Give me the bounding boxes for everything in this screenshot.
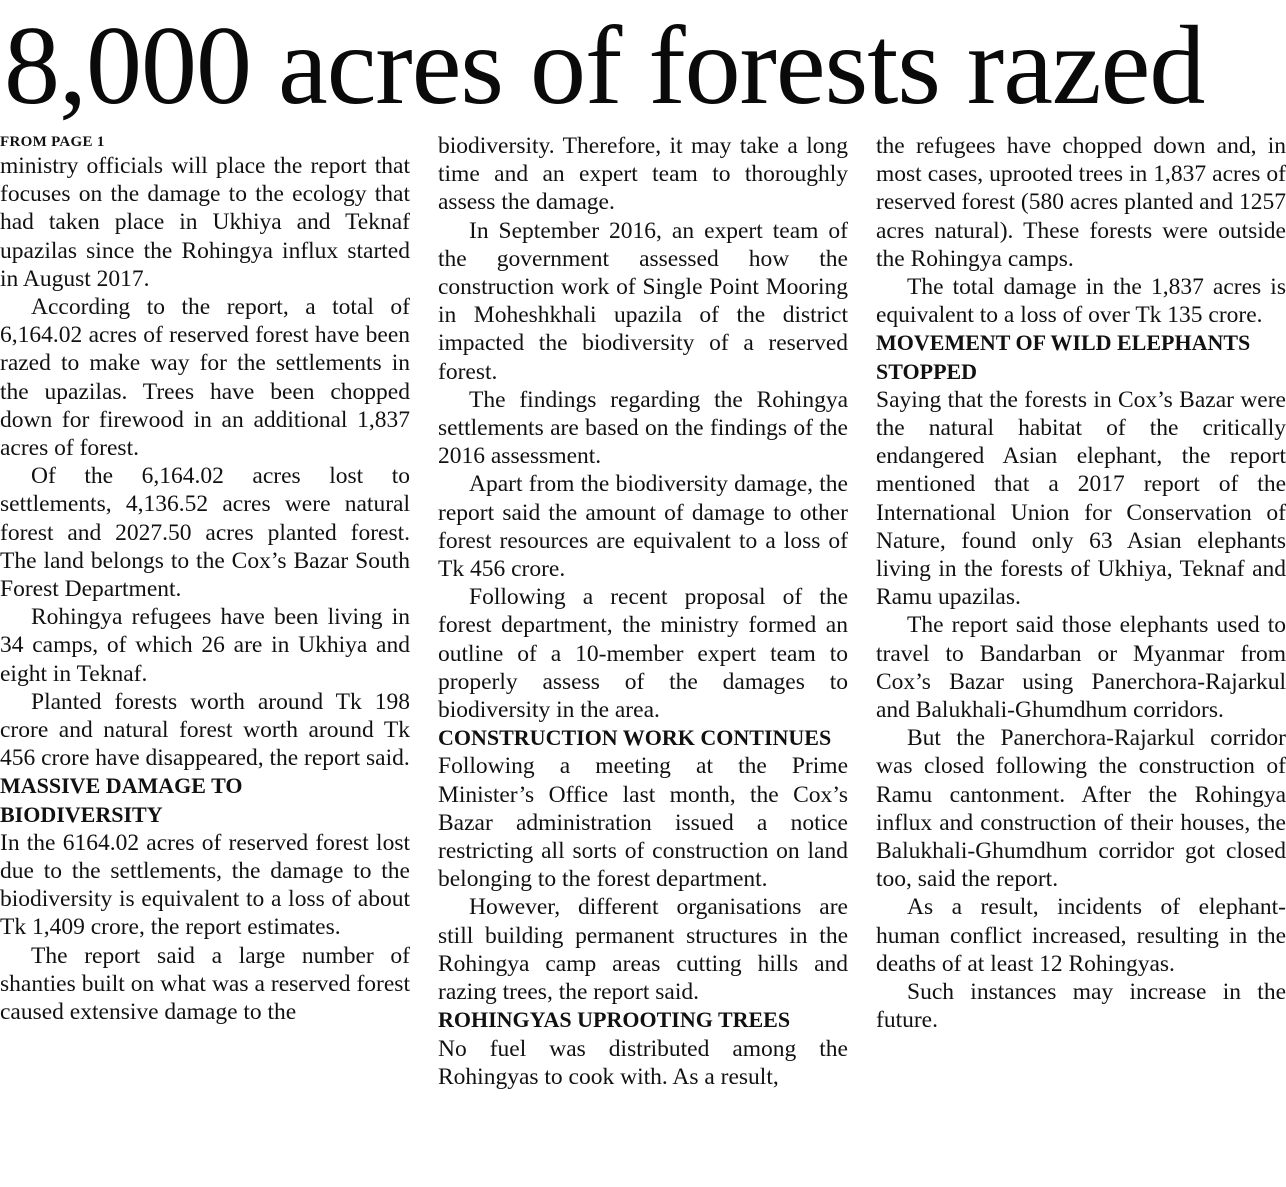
paragraph: No fuel was distributed among the Rohingyas to cook with. As a result,	[438, 1035, 848, 1090]
jump-line: FROM PAGE 1	[0, 134, 105, 150]
paragraph: But the Panerchora-Rajarkul corridor was closed following the construction of Ramu cantonment. After the Rohingya influx and construction of their houses, the Balukhali-Ghumdhum corridor got closed too, said the report.	[876, 725, 1286, 893]
paragraph: Of the 6,164.02 acres lost to settlements, 4,136.52 acres were natural forest and 2027.50 acres planted forest. The land belongs to the Cox’s Bazar South Forest Department.	[0, 463, 410, 603]
paragraph: In the 6164.02 acres of reserved forest lost due to the settlements, the damage to the biodiversity is equivalent to a loss of about Tk 1,409 crore, the report estimates.	[0, 829, 410, 941]
subheading: CONSTRUCTION WORK CONTINUES	[438, 725, 832, 751]
paragraph: However, different organisations are still building permanent structures in the Rohingya camp areas cutting hills and razing trees, the report said.	[438, 894, 848, 1006]
subheading: ROHINGYAS UPROOTING TREES	[438, 1007, 791, 1033]
paragraph: Apart from the biodiversity damage, the report said the amount of damage to other forest resources are equivalent to a loss of Tk 456 crore.	[438, 471, 848, 583]
paragraph: The total damage in the 1,837 acres is equivalent to a loss of over Tk 135 crore.	[876, 274, 1286, 329]
paragraph: As a result, incidents of elephant-human conflict increased, resulting in the deaths of at least 12 Rohingyas.	[876, 894, 1286, 977]
article-column-2	[438, 132, 848, 1182]
article-column-1	[0, 132, 410, 1182]
paragraph: The report said those elephants used to travel to Bandarban or Myanmar from Cox’s Bazar using Panerchora-Rajarkul and Balukhali-Ghumdhum corridors.	[876, 612, 1286, 724]
paragraph: Saying that the forests in Cox’s Bazar were the natural habitat of the critically endangered Asian elephant, the report mentioned that a 2017 report of the International Union for Conservation of Nature, found only 63 Asian elephants living in the forests of Ukhiya, Teknaf and Ramu upazilas.	[876, 386, 1286, 611]
paragraph: ministry officials will place the report that focuses on the damage to the ecology that had taken place in Ukhiya and Teknaf upazilas since the Rohingya influx started in August 2017.	[0, 153, 410, 292]
paragraph: The findings regarding the Rohingya settlements are based on the findings of the 2016 assessment.	[438, 386, 848, 470]
article-column-3	[876, 132, 1286, 1182]
paragraph: Following a meeting at the Prime Minister’s Office last month, the Cox’s Bazar administration issued a notice restricting all sorts of construction on land belonging to the forest department.	[438, 753, 848, 893]
paragraph: The report said a large number of shanties built on what was a reserved forest caused extensive damage to the	[0, 942, 410, 1026]
headline: 8,000 acres of forests razed	[4, 4, 1205, 128]
subheading: MOVEMENT OF WILD ELEPHANTS STOPPED	[876, 330, 1251, 384]
paragraph: In September 2016, an expert team of the government assessed how the construction work of Single Point Mooring in Moheshkhali upazila of the district impacted the biodiversity of a reserved forest.	[438, 217, 848, 385]
paragraph: the refugees have chopped down and, in most cases, uprooted trees in 1,837 acres of reserved forest (580 acres planted and 1257 acres natural). These forests were outside the Rohingya camps.	[876, 133, 1286, 272]
paragraph: Planted forests worth around Tk 198 crore and natural forest worth around Tk 456 crore have disappeared, the report said.	[0, 688, 410, 772]
subheading: MASSIVE DAMAGE TO BIODIVERSITY	[0, 773, 243, 827]
paragraph: According to the report, a total of 6,164.02 acres of reserved forest have been razed to make way for the settlements in the upazilas. Trees have been chopped down for firewood in an additional 1,837 acres of forest.	[0, 294, 410, 462]
paragraph: biodiversity. Therefore, it may take a long time and an expert team to thoroughly assess the damage.	[438, 133, 848, 216]
paragraph: Such instances may increase in the future.	[876, 979, 1286, 1034]
paragraph: Following a recent proposal of the forest department, the ministry formed an outline of a 10-member expert team to properly assess of the damages to biodiversity in the area.	[438, 584, 848, 724]
paragraph: Rohingya refugees have been living in 34 camps, of which 26 are in Ukhiya and eight in Teknaf.	[0, 604, 410, 687]
